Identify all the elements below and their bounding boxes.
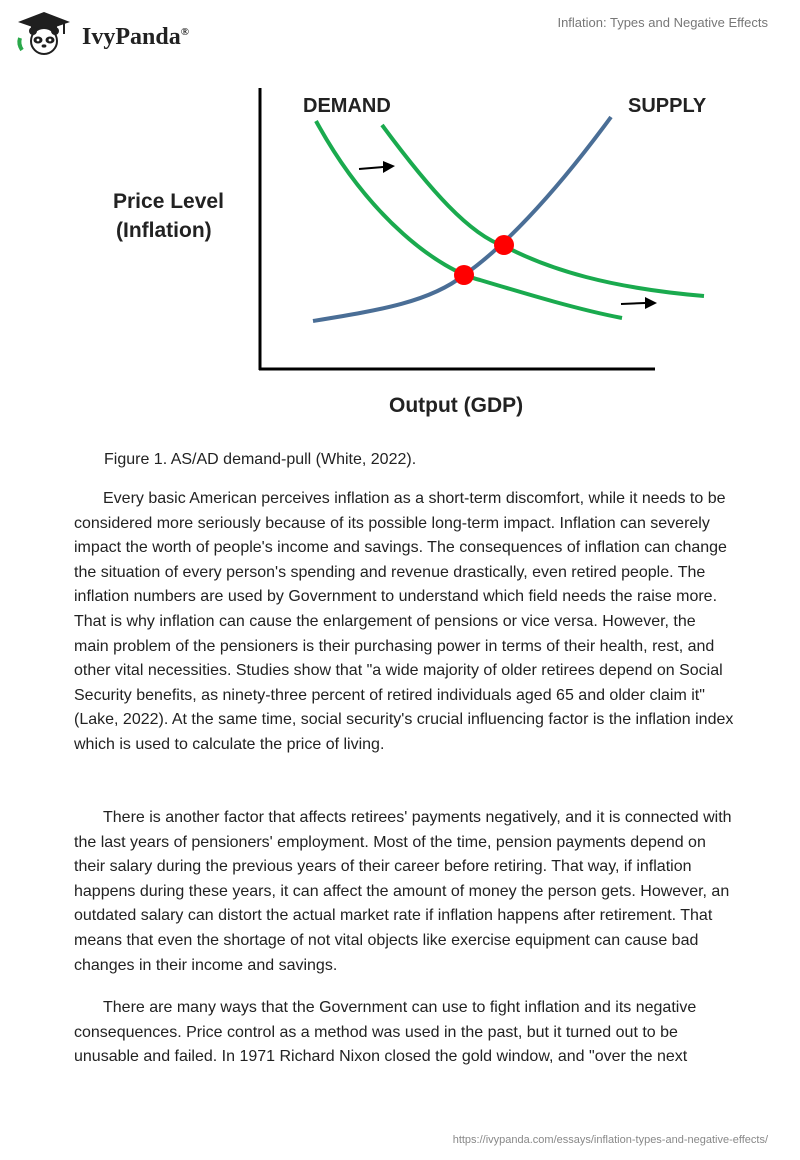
brand-name: IvyPanda® xyxy=(82,24,189,50)
y-axis-label-line1: Price Level xyxy=(113,190,224,213)
figure-caption: Figure 1. AS/AD demand-pull (White, 2022). xyxy=(104,451,417,468)
ad-as-figure xyxy=(100,80,720,440)
body-paragraph: There are many ways that the Government can use to fight inflation and its negative consequences. Price control as a method was used in the past, but it turned out to be unusable and failed. In 1971 Richard Nixon closed the gold window, and "over the next xyxy=(74,999,697,1066)
page-header xyxy=(0,0,800,70)
source-url[interactable]: https://ivypanda.com/essays/inflation-types-and-negative-effects/ xyxy=(452,1134,768,1146)
body-paragraph: There is another factor that affects retirees' payments negatively, and it is connected with the last years of pensioners' employment. Most of the time, pension payments depend on their salary during the previous years of their career before retiring. That way, if inflation happens during these years, it can affect the amount of money the person gets. However, an outdated salary can distort the actual market rate if inflation happens after retirement. That means that even the shortage of not vital objects like exercise equipment can cause bad changes in their income and savings. xyxy=(74,809,732,974)
ivypanda-logo[interactable] xyxy=(14,10,254,60)
shift-arrow-icon xyxy=(621,297,657,309)
y-axis-label-line2: (Inflation) xyxy=(116,219,212,242)
demand-label: DEMAND xyxy=(303,95,391,117)
equilibrium-point-shifted xyxy=(494,235,514,255)
demand-curve-original xyxy=(316,121,622,318)
demand-curve-shifted xyxy=(382,125,704,296)
shift-arrow-icon xyxy=(359,161,395,173)
equilibrium-point-original xyxy=(454,265,474,285)
registered-mark: ® xyxy=(180,26,189,38)
document-title: Inflation: Types and Negative Effects xyxy=(557,15,768,30)
x-axis-label: Output (GDP) xyxy=(389,394,524,417)
demand-supply-diagram xyxy=(100,80,720,440)
body-paragraph: Every basic American perceives inflation as a short-term discomfort, while it needs to be considered more seriously because of its possible long-term impact. Inflation can severely impact the worth of people's income and savings. The consequences of inflation can change the situation of every person's spending and revenue drastically, even retired people. The inflation numbers are used by Government to understand which field needs the raise more. That is why inflation can cause the enlargement of pensions or vice versa. However, the main problem of the pensioners is their purchasing power in terms of their health, rest, and other vital necessities. Studies show that "a wide majority of older retirees depend on Social Security benefits, as ninety-three percent of retired individuals aged 65 and older claim it" (Lake, 2022). At the same time, social security's crucial influencing factor is the inflation index which is used to calculate the price of living. xyxy=(74,490,734,753)
supply-label: SUPPLY xyxy=(628,95,707,117)
panda-graduate-icon xyxy=(14,10,74,56)
